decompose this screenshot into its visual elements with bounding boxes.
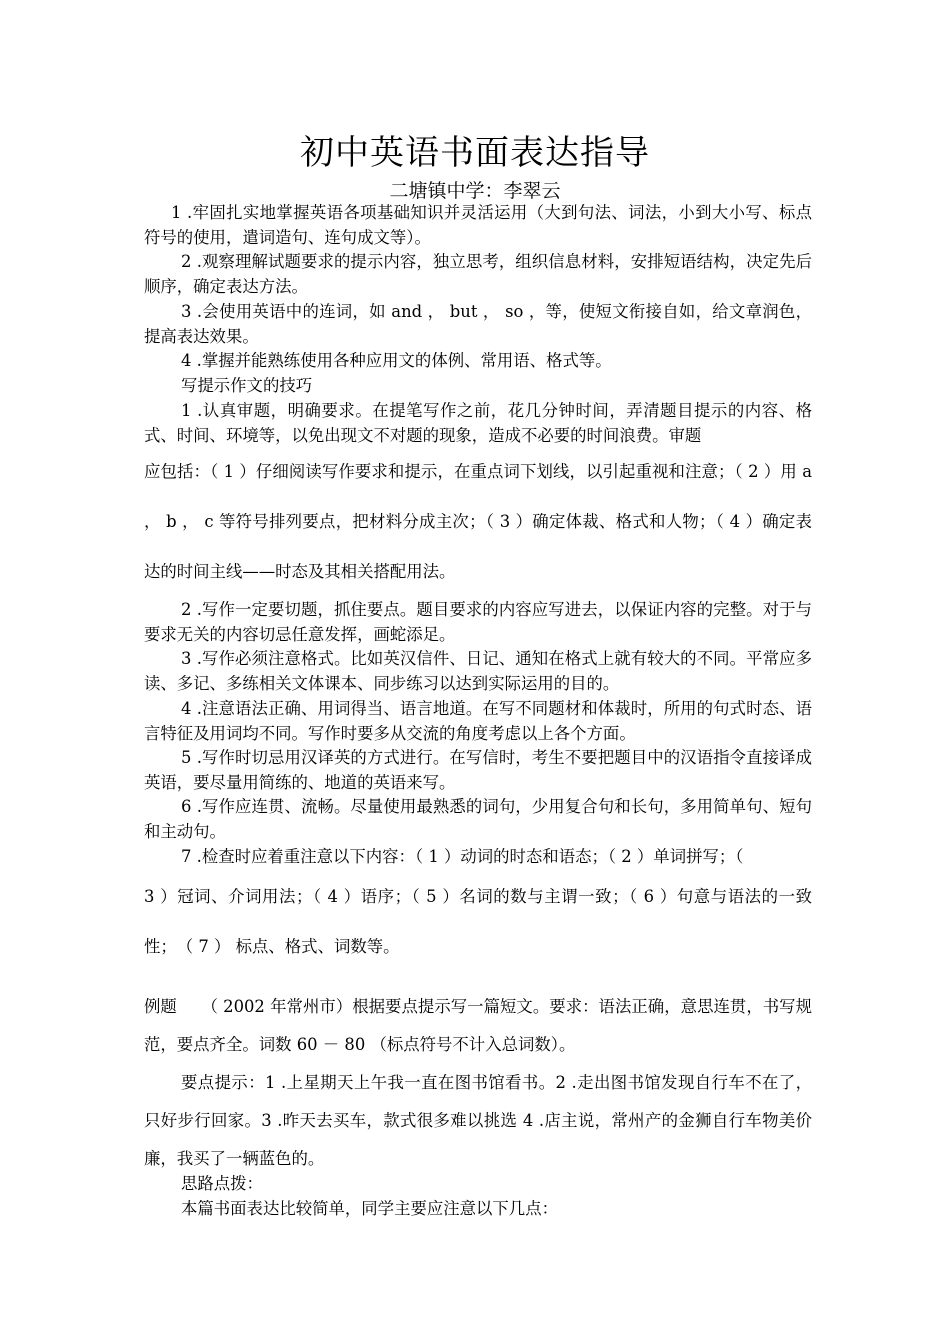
requirement-2: 2 .观察理解试题要求的提示内容，独立思考，组织信息材料，安排短语结构，决定先后顺序，确定表达方法。 (144, 252, 812, 296)
tip-4: 4 .注意语法正确、用词得当、语言地道。在写不同题材和体裁时，所用的句式时态、语言特征及用词均不同。写作时要多从交流的角度考虑以上各个方面。 (144, 699, 812, 743)
document-title: 初中英语书面表达指导 (300, 133, 650, 173)
tip-5: 5 .写作时切忌用汉译英的方式进行。在写信时，考生不要把题目中的汉语指令直接译成英语，要尽量用简练的、地道的英语来写。 (144, 748, 812, 792)
tip-7-part-2: 3 ）冠词、介词用法；（ 4 ）语序；（ 5 ）名词的数与主谓一致；（ 6 ）句意与语法的一致性； （ 7 ） 标点、格式、词数等。 (144, 887, 812, 956)
tip-1-part-2: 应包括：（ 1 ）仔细阅读写作要求和提示，在重点词下划线，以引起重视和注意；（ 2 ）用 a ， b ， c 等符号排列要点，把材料分成主次；（ 3 ）确定体裁、格式和人物；（ 4 ）确定表达的时间主线——时态及其相关搭配用法。 (144, 462, 812, 581)
requirement-4: 4 .掌握并能熟练使用各种应用文的体例、常用语、格式等。 (181, 351, 612, 370)
hints-text: 本篇书面表达比较简单，同学主要应注意以下几点： (181, 1199, 558, 1218)
requirement-1: 1 .牢固扎实地掌握英语各项基础知识并灵活运用（大到句法、词法，小到大小写、标点符号的使用，遣词造句、连句成文等）。 (144, 203, 812, 247)
hints-heading: 思路点拨： (181, 1174, 263, 1193)
tip-7-part-1: 7 .检查时应着重注意以下内容：（ 1 ）动词的时态和语态；（ 2 ）单词拼写；（ (181, 847, 744, 866)
tip-6: 6 .写作应连贯、流畅。尽量使用最熟悉的词句，少用复合句和长句，多用简单句、短句和主动句。 (144, 797, 812, 841)
tip-3: 3 .写作必须注意格式。比如英汉信件、日记、通知在格式上就有较大的不同。平常应多读、多记、多练相关文体课本、同步练习以达到实际运用的目的。 (144, 649, 812, 693)
example-prompt: 例题 （ 2002 年常州市）根据要点提示写一篇短文。要求：语法正确，意思连贯，书写规范，要点齐全。词数 60 － 80 （标点符号不计入总词数）。 (144, 997, 812, 1054)
tip-1-part-1: 1 .认真审题，明确要求。在提笔写作之前，花几分钟时间，弄清题目提示的内容、格式、时间、环境等，以免出现文不对题的现象，造成不必要的时间浪费。审题 (144, 401, 812, 445)
tip-2: 2 .写作一定要切题，抓住要点。题目要求的内容应写进去，以保证内容的完整。对于与要求无关的内容切忌任意发挥，画蛇添足。 (144, 600, 812, 644)
requirement-3: 3 .会使用英语中的连词，如 and ， but ， so ，等，使短文衔接自如，给文章润色，提高表达效果。 (144, 302, 812, 346)
tips-heading: 写提示作文的技巧 (181, 376, 313, 395)
key-points: 要点提示：1 .上星期天上午我一直在图书馆看书。2 .走出图书馆发现自行车不在了，只好步行回家。3 .昨天去买车，款式很多难以挑选 4 .店主说，常州产的金狮自行车物美价廉，我买了一辆蓝色的。 (144, 1073, 812, 1168)
author-line: 二塘镇中学：李翠云 (389, 180, 561, 202)
